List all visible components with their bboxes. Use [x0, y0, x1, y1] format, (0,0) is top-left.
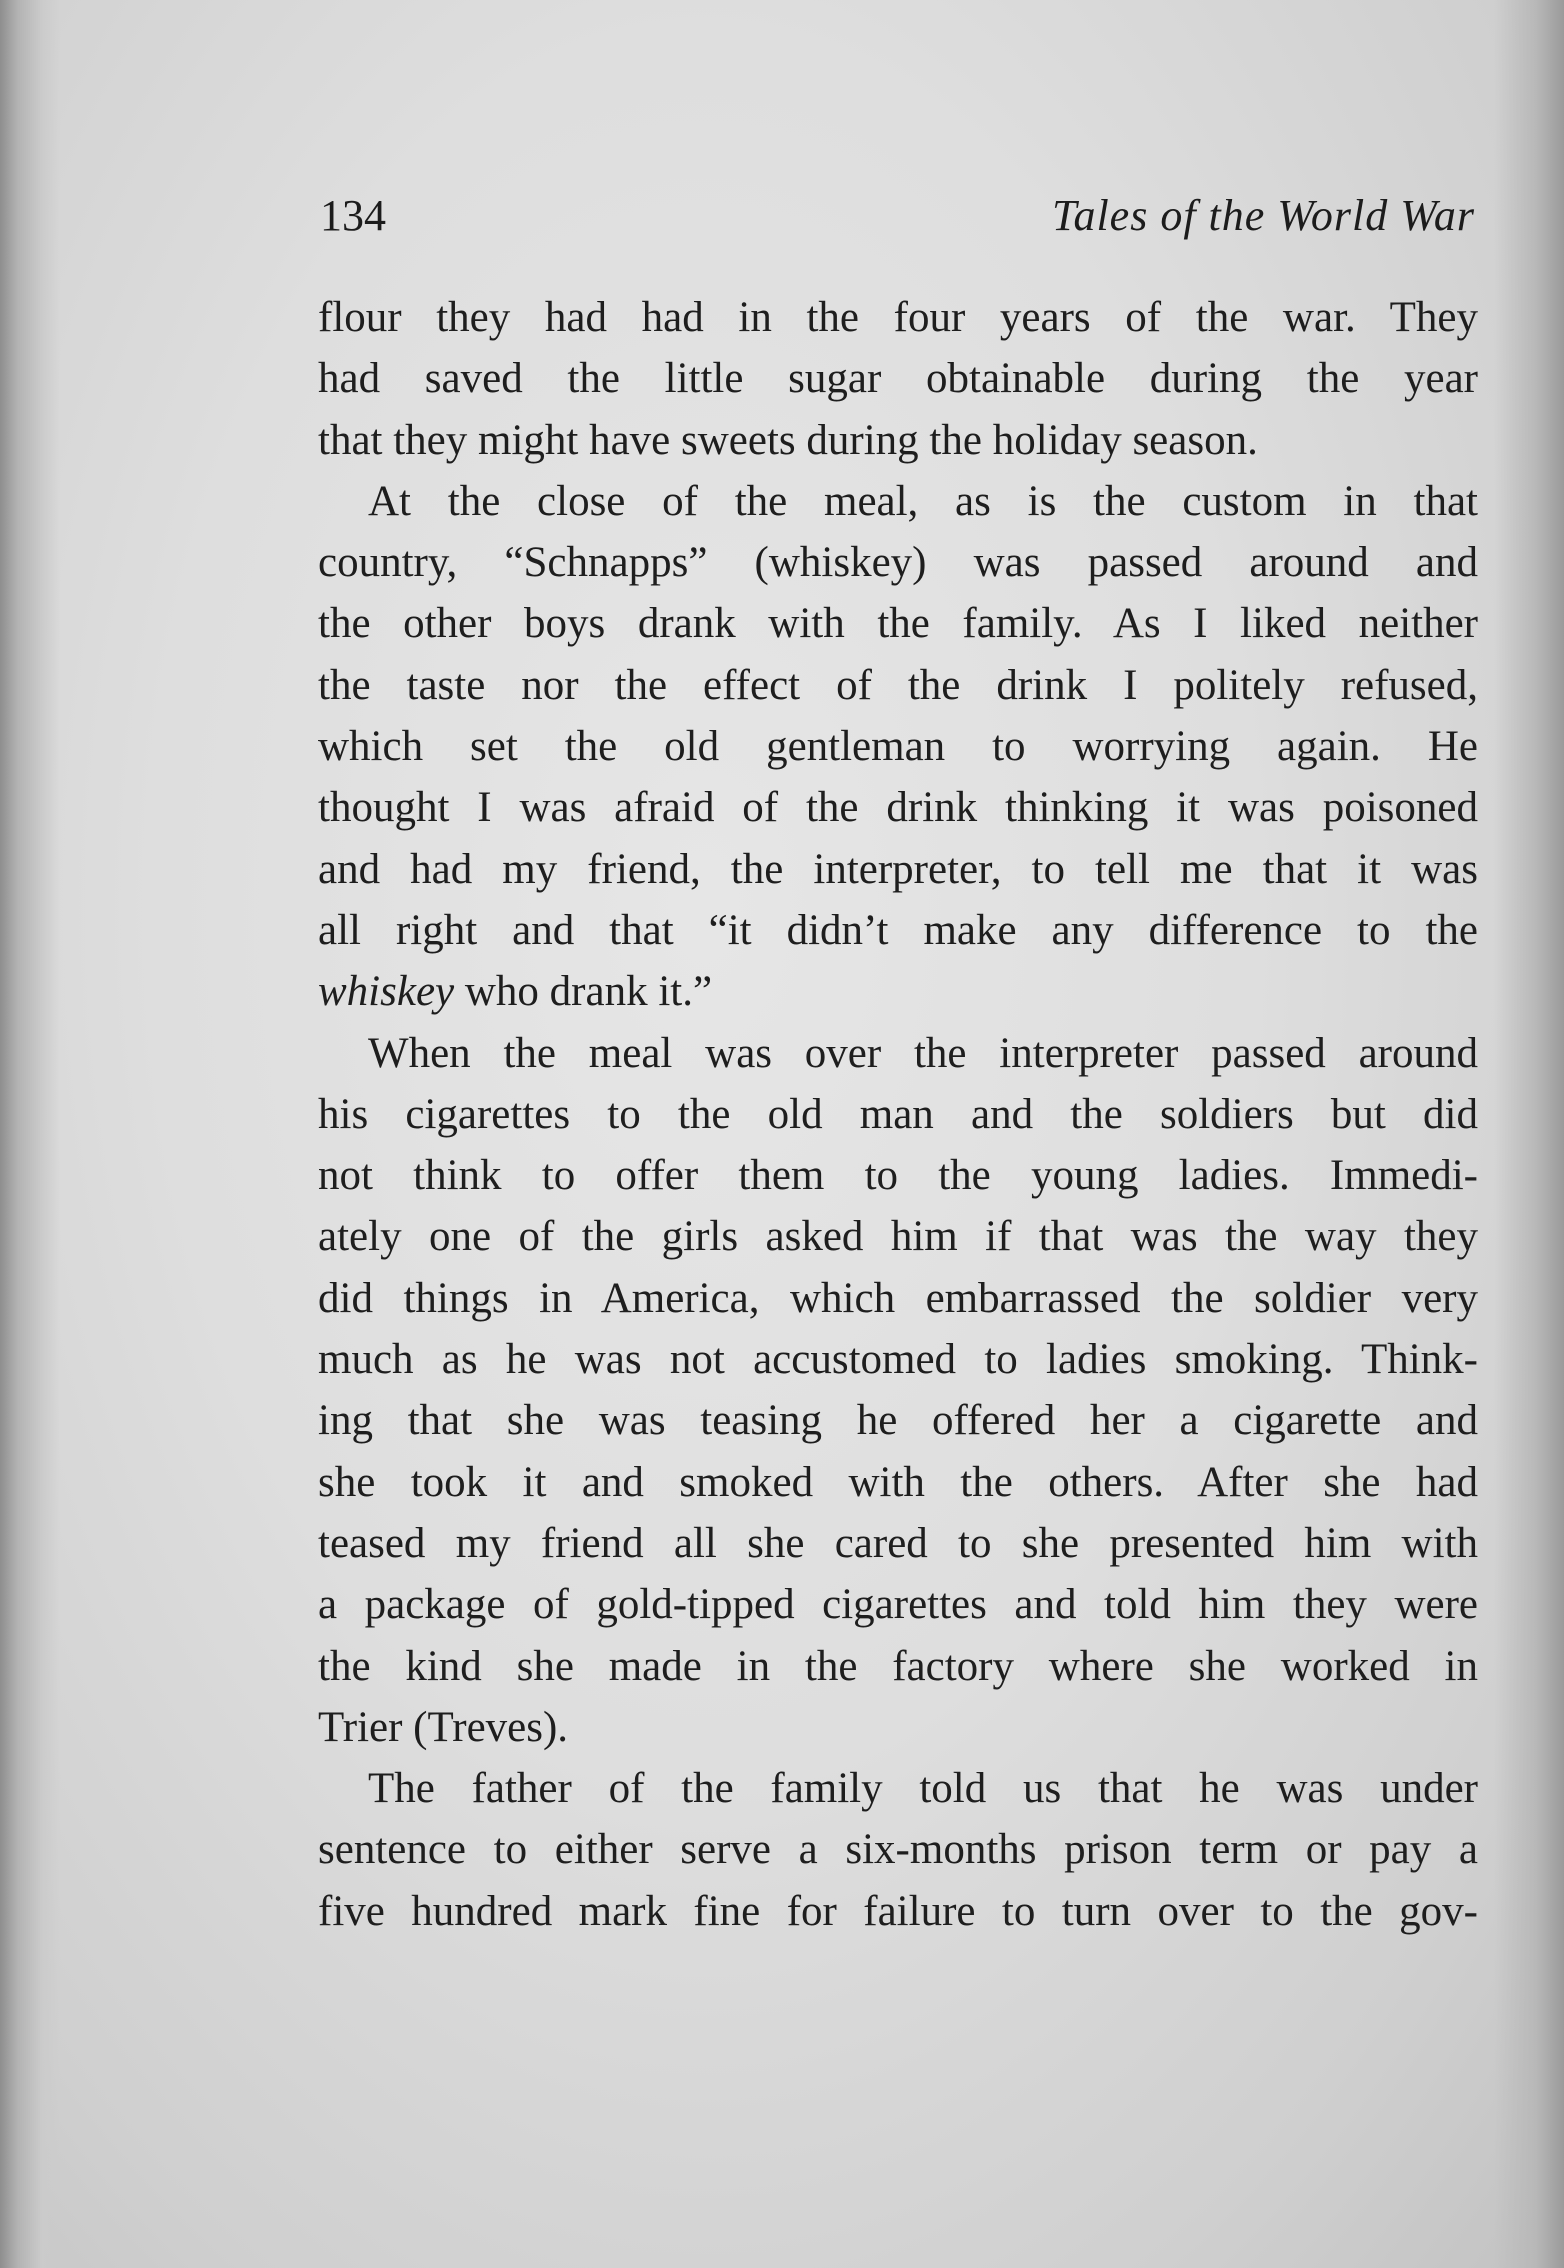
text-line: Trier (Treves). — [318, 1703, 569, 1751]
text-line: did things in America, which embarrassed the soldier very — [318, 1274, 1478, 1322]
text-line: all right and that “it didn’t make any difference to the — [318, 906, 1478, 954]
text-line: the taste nor the effect of the drink I politely refused, — [318, 661, 1478, 709]
body-text — [318, 287, 1478, 1942]
text-line: ing that she was teasing he offered her a cigarette and — [318, 1397, 1478, 1445]
text-line: which set the old gentleman to worrying again. He — [318, 723, 1478, 771]
italic-word: whiskey — [318, 968, 455, 1016]
text-line: not think to offer them to the young ladies. Immedi- — [318, 1152, 1478, 1200]
text-line: and had my friend, the interpreter, to tell me that it was — [318, 845, 1478, 893]
text-line: At the close of the meal, as is the custom in that — [368, 477, 1478, 525]
book-title: Tales of the World War — [1052, 191, 1475, 240]
text-line: flour they had had in the four years of the war. They — [318, 294, 1478, 341]
text-line: The father of the family told us that he was under — [368, 1765, 1478, 1813]
text-line: thought I was afraid of the drink thinking it was poisoned — [318, 784, 1478, 832]
text-line: that they might have sweets during the holiday season. — [318, 416, 1258, 464]
text-line: sentence to either serve a six-months prison term or pay a — [318, 1826, 1478, 1874]
text-line: had saved the little sugar obtainable during the year — [318, 355, 1478, 403]
text-line: much as he was not accustomed to ladies smoking. Think- — [318, 1336, 1478, 1384]
text-line: the kind she made in the factory where she worked in — [318, 1642, 1478, 1690]
text-line — [318, 961, 1478, 1022]
text-line-rest: who drank it.” — [464, 968, 713, 1016]
running-header — [320, 186, 1475, 246]
text-line: his cigarettes to the old man and the soldiers but did — [318, 1090, 1478, 1138]
text-line: she took it and smoked with the others. After she had — [318, 1458, 1478, 1506]
text-line: teased my friend all she cared to she presented him with — [318, 1519, 1478, 1567]
text-line: a package of gold-tipped cigarettes and told him they were — [318, 1581, 1478, 1629]
text-line: the other boys drank with the family. As I liked neither — [318, 600, 1478, 648]
text-line: ately one of the girls asked him if that was the way they — [318, 1213, 1478, 1261]
text-line: When the meal was over the interpreter passed around — [368, 1029, 1478, 1077]
page-number: 134 — [320, 191, 386, 240]
text-line: five hundred mark fine for failure to turn over to the gov- — [318, 1887, 1478, 1935]
text-line: country, “Schnapps” (whiskey) was passed around and — [318, 539, 1478, 587]
